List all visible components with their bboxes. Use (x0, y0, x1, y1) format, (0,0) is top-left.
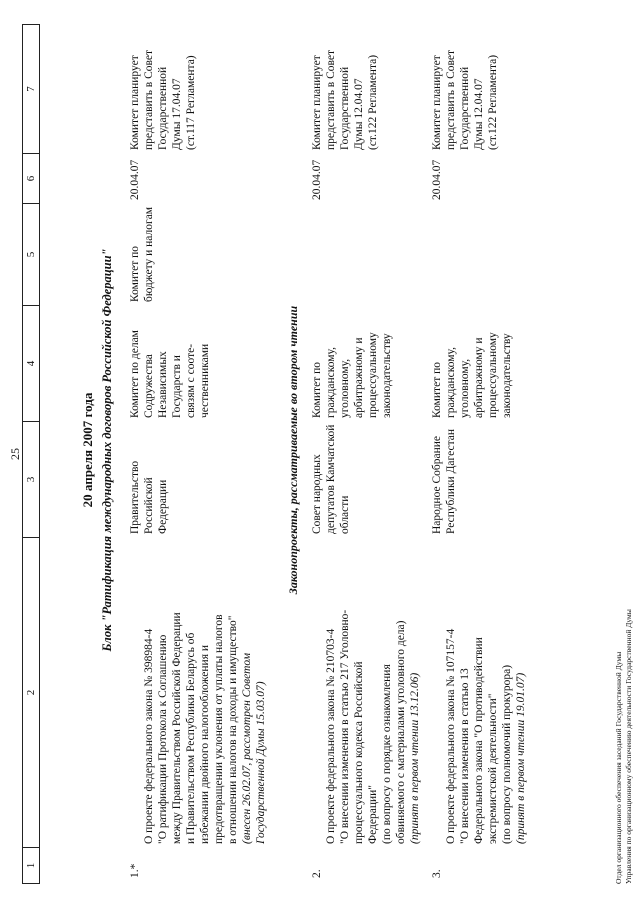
page-number: 25 (8, 448, 22, 460)
row-number: 2. (311, 869, 323, 878)
remark: Комитет планирует представить в Совет Государственной Думы 12.04.07 (ст.122 Регламента) (311, 49, 379, 150)
row-number: 3. (431, 869, 443, 878)
date: 20.04.07 (311, 159, 323, 200)
column-number: 3 (23, 421, 39, 537)
remark: Комитет планирует представить в Совет Государственной Думы 17.04.07 (ст.117 Регламента) (129, 49, 197, 150)
column-number: 7 (25, 86, 37, 92)
column-number-row (22, 24, 40, 884)
co-committee: Комитет по бюджету и налогам (129, 206, 155, 302)
date-heading: 20 апреля 2007 года (80, 392, 95, 508)
column-number: 2 (23, 537, 39, 847)
footer-line: Управления по организационному обеспечению деятельности Государственной Думы (624, 609, 633, 884)
date: 20.04.07 (431, 159, 443, 200)
responsible-committee: Комитет по гражданскому, уголовному, арбитражному и процессуальному законодательству (311, 332, 393, 418)
column-number: 5 (23, 203, 39, 305)
section-title: Законопроекты, рассматриваемые во втором чтении (286, 305, 300, 595)
bill-description (310, 539, 422, 844)
initiator: Народное Собрание Республики Дагестан (431, 429, 457, 534)
bill-note: (внесен 26.02.07, рассмотрен Советом Государственной Думы 15.03.07) (241, 652, 267, 844)
row-number: 1.* (129, 863, 141, 878)
bill-text: О проекте федерального закона № 210703-4 "О внесении изменения в статью 217 Уголовно- процессуального кодекса Российской Федерации" (по вопросу о порядке ознакомления обвиняемого с материалами уголовного дела) (325, 609, 407, 844)
bill-description (128, 539, 268, 844)
date: 20.04.07 (129, 159, 141, 200)
initiator: Правительство Российской Федерации (129, 460, 169, 534)
column-number: 6 (23, 153, 39, 203)
block-title: Блок "Ратификация международных договоров Российской Федерации" (100, 248, 114, 652)
bill-description (430, 539, 528, 844)
bill-note: (принят в первом чтении 19.01.07) (515, 672, 527, 844)
initiator: Совет народных депутатов Камчатской области (311, 424, 351, 534)
bill-text: О проекте федерального закона № 107157-4 "О внесении изменения в статью 13 Федерального закона "О противодействии экстремистской деятельности" (по вопросу полномочий прокурора) (445, 628, 513, 844)
bill-text: О проекте федерального закона № 398984-4 "О ратификации Протокола к Соглашению между Правительством Российской Федерации и Правительством Республики Беларусь об избежании двойного налогообложения и предотвращении уклонения от уплаты налогов в отношении налогов на доходы и имущество" (143, 612, 239, 844)
responsible-committee: Комитет по гражданскому, уголовному, арбитражному и процессуальному законодательству (431, 332, 513, 418)
footer-line: Отдел организационного обеспечения заседаний Государственной Думы (614, 651, 623, 884)
remark: Комитет планирует представить в Совет Государственной Думы 12.04.07 (ст.122 Регламента) (431, 49, 499, 150)
bill-note: (принят в первом чтении 13.12.06) (409, 672, 421, 844)
responsible-committee: Комитет по делам Содружества Независимых Государств и связям с соотe- чественниками (129, 330, 211, 418)
column-number: 1 (23, 847, 39, 883)
column-number: 4 (23, 305, 39, 421)
